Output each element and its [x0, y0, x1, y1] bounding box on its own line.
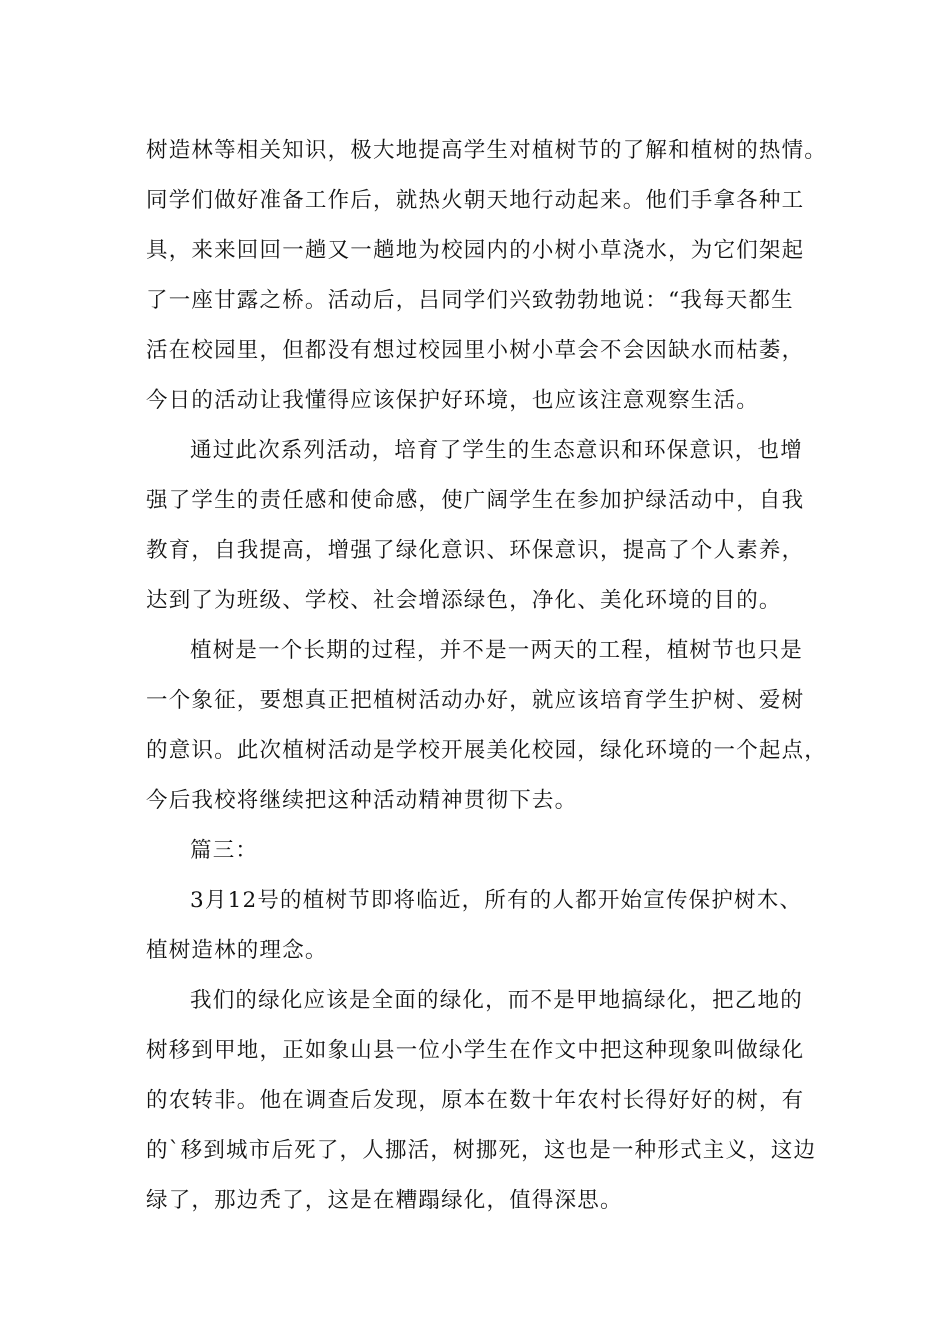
- text-line: 植树造林的理念。: [146, 938, 328, 963]
- paragraph-start-line: 我们的绿化应该是全面的绿化，而不是甲地搞绿化，把乙地的: [190, 988, 803, 1013]
- text-line: 强了学生的责任感和使命感，使广阔学生在参加护绿活动中，自我: [146, 488, 805, 513]
- text-line: 树移到甲地，正如象山县一位小学生在作文中把这种现象叫做绿化: [146, 1038, 805, 1063]
- text-line: 今后我校将继续把这种活动精神贯彻下去。: [146, 788, 578, 813]
- text-line: 的农转非。他在调查后发现，原本在数十年农村长得好好的树，有: [146, 1088, 805, 1113]
- section-heading: 篇三：: [190, 838, 259, 863]
- text-line: 了一座甘露之桥。活动后，吕同学们兴致勃勃地说：“我每天都生: [146, 288, 794, 313]
- paragraph-start-line: 植树是一个长期的过程，并不是一两天的工程，植树节也只是: [190, 638, 803, 663]
- text-line: 一个象征，要想真正把植树活动办好，就应该培育学生护树、爱树: [146, 688, 805, 713]
- text-line: 同学们做好准备工作后，就热火朝天地行动起来。他们手拿各种工: [146, 188, 805, 213]
- text-line: 绿了，那边秃了，这是在糟蹋绿化，值得深思。: [146, 1188, 623, 1213]
- text-line: 活在校园里，但都没有想过校园里小树小草会不会因缺水而枯萎，: [146, 338, 805, 363]
- text-line: 教育，自我提高，增强了绿化意识、环保意识，提高了个人素养，: [146, 538, 805, 563]
- text-line: 的意识。此次植树活动是学校开展美化校园，绿化环境的一个起点，: [146, 738, 828, 763]
- paragraph-start-line: 通过此次系列活动，培育了学生的生态意识和环保意识，也增: [190, 438, 803, 463]
- text-line: 的`移到城市后死了，人挪活，树挪死，这也是一种形式主义，这边: [146, 1138, 817, 1163]
- text-line: 达到了为班级、学校、社会增添绿色，净化、美化环境的目的。: [146, 588, 782, 613]
- text-line: 具，来来回回一趟又一趟地为校园内的小树小草浇水，为它们架起: [146, 238, 805, 263]
- paragraph-start-line: 3月12号的植树节即将临近，所有的人都开始宣传保护树木、: [190, 888, 803, 913]
- text-line: 树造林等相关知识，极大地提高学生对植树节的了解和植树的热情。: [146, 138, 828, 163]
- text-line: 今日的活动让我懂得应该保护好环境，也应该注意观察生活。: [146, 388, 759, 413]
